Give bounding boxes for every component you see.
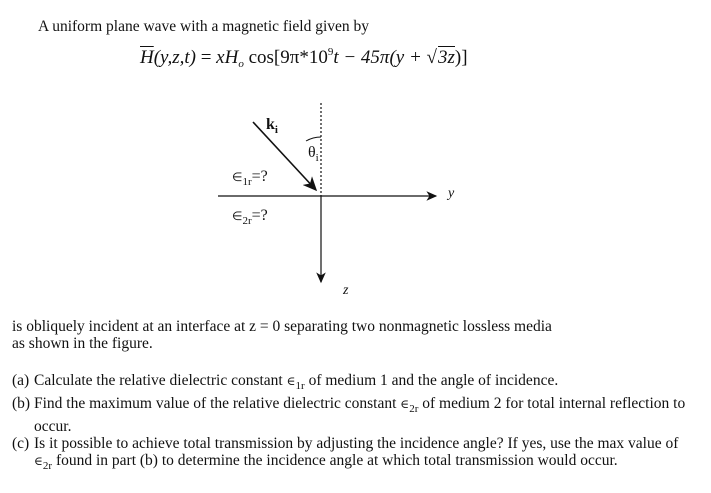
part-marker: (c) xyxy=(12,435,30,452)
context-line-2: as shown in the figure. xyxy=(12,335,153,352)
intro-text: A uniform plane wave with a magnetic field given by xyxy=(38,18,370,35)
theta-label: $\theta_i$ xyxy=(308,144,319,164)
eq-amplitude: xH xyxy=(216,47,239,68)
eq-sqrt-body: 3z xyxy=(437,47,455,68)
part-b xyxy=(12,395,692,435)
eq-close: )] xyxy=(454,47,468,68)
part-text: Find the maximum value of the relative dielectric constant $\in_{2r}$ of medium 2 for total internal reflection to occur. xyxy=(34,395,686,435)
part-marker: (a) xyxy=(12,372,30,389)
y-axis-label: y xyxy=(448,186,455,201)
part-a xyxy=(12,372,692,395)
eq-exponent: 9 xyxy=(327,46,334,58)
k-label: $k_i$ xyxy=(266,116,278,136)
part-text: Is it possible to achieve total transmission by adjusting the incidence angle? If yes, use the max value of $\in_{2r}$ found in part (b) to determine the incidence angle at which total transmission would occur. xyxy=(34,435,679,472)
eq-h-vector: $\overline{H}$ xyxy=(140,47,154,68)
eps1-label: $\in_{1r}=$? xyxy=(232,168,268,188)
part-marker: (b) xyxy=(12,395,31,412)
eq-args: (y,z,t) xyxy=(153,47,196,68)
context-line-1: is obliquely incident at an interface at z = 0 separating two nonmagnetic lossless media xyxy=(12,318,552,335)
eq-equals: = xyxy=(195,47,217,68)
z-axis-label: z xyxy=(343,283,349,298)
part-text: Calculate the relative dielectric constant $\in_{1r}$ of medium 1 and the angle of incidence. xyxy=(34,372,559,392)
theta-arc xyxy=(306,137,321,141)
part-c xyxy=(12,435,692,475)
eps2-label: $\in_{2r}=$? xyxy=(232,207,268,227)
eq-cos-open: cos[9π*10 xyxy=(243,47,328,68)
eq-after-exp: t − 45π(y + xyxy=(333,47,427,68)
eq-sqrt-sign: √ xyxy=(426,47,437,68)
question-parts xyxy=(12,372,692,475)
eq-amp-sub: o xyxy=(238,58,244,70)
